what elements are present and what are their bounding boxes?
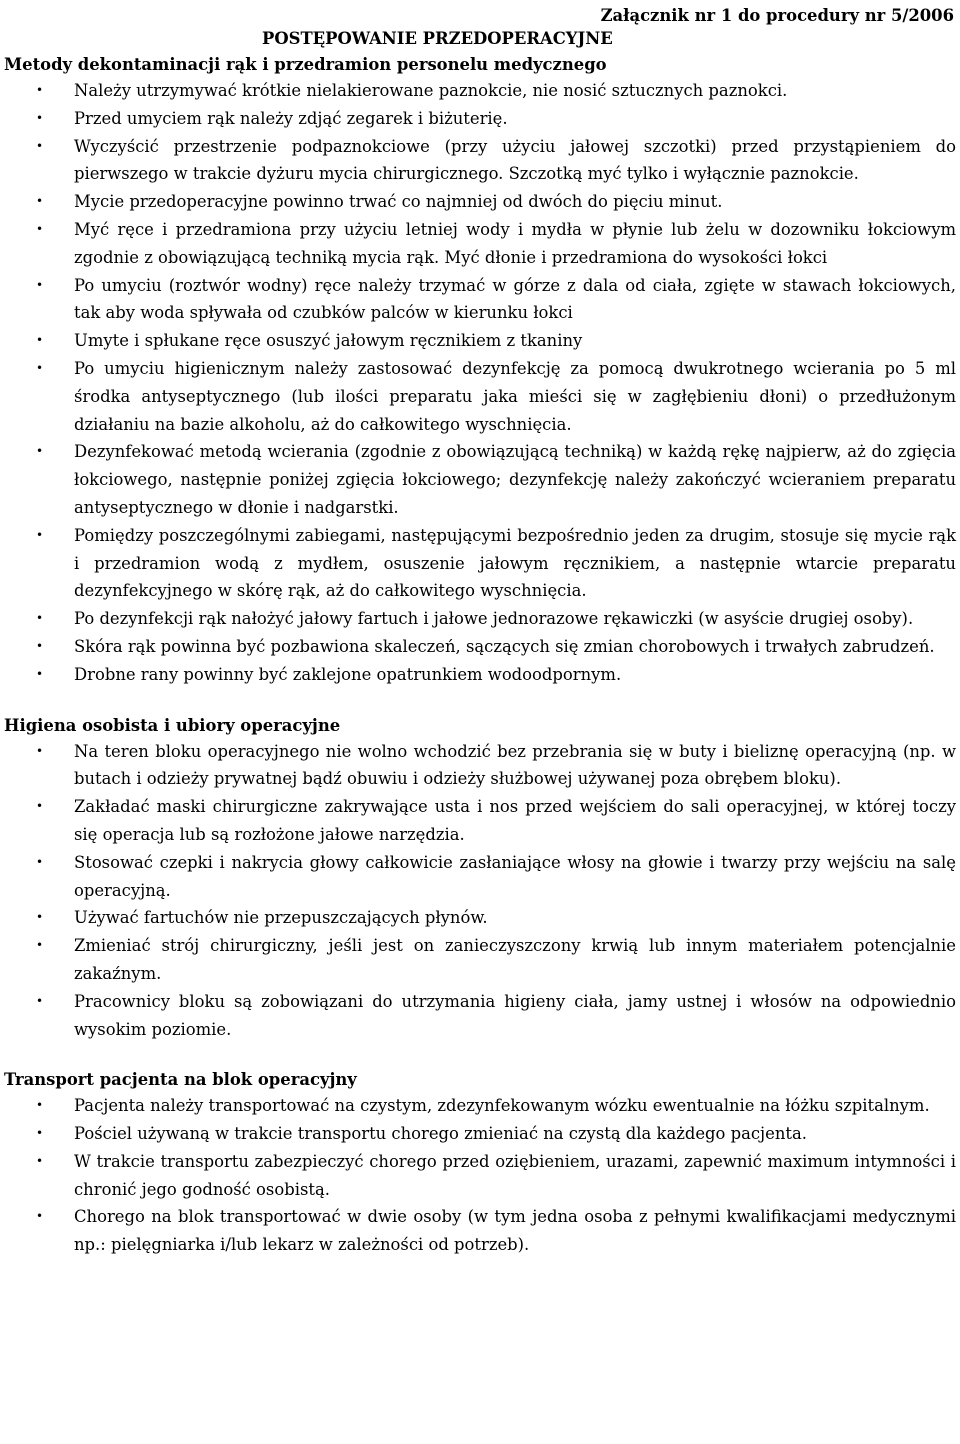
list-item xyxy=(4,133,956,189)
section-heading-hand-decontamination: Metody dekontaminacji rąk i przedramion personelu medycznego xyxy=(4,55,607,74)
list-item xyxy=(4,105,956,133)
list-item-text: Mycie przedoperacyjne powinno trwać co najmniej od dwóch do pięciu minut. xyxy=(74,192,723,212)
bullet-icon: • xyxy=(36,854,44,869)
section-list-patient-transport xyxy=(4,1092,956,1259)
bullet-icon: • xyxy=(36,83,44,97)
list-item xyxy=(4,1120,956,1148)
list-item xyxy=(4,738,956,794)
section-list-hand-decontamination xyxy=(4,77,956,689)
list-item-text: Pracownicy bloku są zobowiązani do utrzymania higieny ciała, jamy ustnej i włosów na odpowiednio wysokim poziomie. xyxy=(74,991,956,1039)
bullet-icon: • xyxy=(36,360,44,375)
bullet-icon: • xyxy=(36,993,44,1008)
bullet-icon: • xyxy=(36,138,44,153)
list-item-text: Pościel używaną w trakcie transportu chorego zmieniać na czystą dla każdego pacjenta. xyxy=(74,1124,807,1144)
section-list-personal-hygiene xyxy=(4,738,956,1044)
list-item xyxy=(4,904,956,932)
list-item xyxy=(4,661,956,689)
annex-label: Załącznik nr 1 do procedury nr 5/2006 xyxy=(600,6,954,25)
list-item xyxy=(4,1148,956,1204)
list-item xyxy=(4,522,956,605)
list-item xyxy=(4,849,956,905)
list-item xyxy=(4,1203,956,1259)
bullet-icon: • xyxy=(36,333,44,348)
list-item-text: Umyte i spłukane ręce osuszyć jałowym ręcznikiem z tkaniny xyxy=(74,331,583,351)
list-item xyxy=(4,188,956,216)
list-item-text: Zakładać maski chirurgiczne zakrywające usta i nos przed wejściem do sali operacyjnej, w której toczy się operacja lub są rozłożone jałowe narzędzia. xyxy=(74,797,956,844)
list-item xyxy=(4,793,956,849)
list-item-text: W trakcie transportu zabezpieczyć chorego przed oziębieniem, urazami, zapewnić maximum intymności i chronić jego godność osobistą. xyxy=(74,1151,956,1199)
section-heading-personal-hygiene: Higiena osobista i ubiory operacyjne xyxy=(4,715,341,735)
list-item xyxy=(4,355,956,438)
bullet-icon: • xyxy=(36,221,44,236)
list-item-text: Pacjenta należy transportować na czystym, zdezynfekowanym wózku ewentualnie na łóżku szpitalnym. xyxy=(74,1096,930,1116)
list-item-text: Na teren bloku operacyjnego nie wolno wchodzić bez przebrania się w buty i bieliznę operacyjną (np. w butach i odzieży prywatnej bądź obuwiu i odzieży służbowej używanej poza obrębem bloku). xyxy=(74,741,956,789)
list-item-text: Chorego na blok transportować w dwie osoby (w tym jedna osoba z pełnymi kwalifikacjami medycznymi np.: pielęgniarka i/lub lekarz w zależności od potrzeb). xyxy=(74,1207,956,1255)
list-item xyxy=(4,216,956,272)
list-item xyxy=(4,77,956,105)
list-item-text: Zmieniać strój chirurgiczny, jeśli jest on zanieczyszczony krwią lub innym materiałem potencjalnie zakaźnym. xyxy=(74,936,956,983)
bullet-icon: • xyxy=(36,444,44,459)
bullet-icon: • xyxy=(36,611,44,626)
list-item xyxy=(4,605,956,633)
bullet-icon: • xyxy=(36,194,44,209)
list-item-text: Przed umyciem rąk należy zdjąć zegarek i biżuterię. xyxy=(74,108,508,128)
bullet-icon: • xyxy=(36,277,44,292)
list-item-text: Używać fartuchów nie przepuszczających płynów. xyxy=(74,908,488,928)
bullet-icon: • xyxy=(36,910,44,925)
bullet-icon: • xyxy=(36,527,44,542)
bullet-icon: • xyxy=(36,938,44,953)
bullet-icon: • xyxy=(36,666,44,681)
list-item xyxy=(4,1092,956,1120)
list-item-text: Wyczyścić przestrzenie podpaznokciowe (przy użyciu jałowej szczotki) przed przystąpieniem do pierwszego w trakcie dyżuru mycia chirurgicznego. Szczotką myć tylko i wyłącznie paznokcie. xyxy=(74,136,956,184)
list-item-text: Po umyciu higienicznym należy zastosować dezynfekcję za pomocą dwukrotnego wcierania po 5 ml środka antyseptycznego (lub ilości preparatu jaka mieści się w zagłębieniu dłoni) o przedłużonym działaniu na bazie alkoholu, aż do całkowitego wyschnięcia. xyxy=(74,358,956,434)
document-title: POSTĘPOWANIE PRZEDOPERACYJNE xyxy=(262,29,613,48)
list-item-text: Pomiędzy poszczególnymi zabiegami, następującymi bezpośrednio jeden za drugim, stosuje się mycie rąk i przedramion wodą z mydłem, osuszenie jałowym ręcznikiem, a następnie wtarcie preparatu dezynfekcyjnego w skórę rąk, aż do całkowitego wyschnięcia. xyxy=(74,525,956,601)
list-item xyxy=(4,272,956,328)
bullet-icon: • xyxy=(36,799,44,814)
list-item-text: Myć ręce i przedramiona przy użyciu letniej wody i mydła w płynie lub żelu w dozowniku łokciowym zgodnie z obowiązującą techniką mycia rąk. Myć dłonie i przedramiona do wysokości łokci xyxy=(74,219,956,267)
bullet-icon: • xyxy=(36,1098,44,1113)
list-item-text: Należy utrzymywać krótkie nielakierowane paznokcie, nie nosić sztucznych paznokci. xyxy=(74,81,788,100)
bullet-icon: • xyxy=(36,1126,44,1141)
list-item-text: Dezynfekować metodą wcierania (zgodnie z obowiązującą techniką) w każdą rękę najpierw, aż do zgięcia łokciowego, następnie poniżej zgięcia łokciowego; dezynfekcję należy zakończyć wcieraniem preparatu antyseptycznego w dłonie i nadgarstki. xyxy=(74,442,956,517)
bullet-icon: • xyxy=(36,1209,44,1224)
list-item xyxy=(4,932,956,988)
list-item-text: Drobne rany powinny być zaklejone opatrunkiem wodoodpornym. xyxy=(74,664,622,684)
section-heading-patient-transport: Transport pacjenta na blok operacyjny xyxy=(4,1070,357,1090)
list-item xyxy=(4,633,956,661)
bullet-icon: • xyxy=(36,1153,44,1168)
list-item-text: Skóra rąk powinna być pozbawiona skaleczeń, sączących się zmian chorobowych i trwałych zabrudzeń. xyxy=(74,636,935,656)
list-item-text: Po dezynfekcji rąk nałożyć jałowy fartuch i jałowe jednorazowe rękawiczki (w asyście drugiej osoby). xyxy=(74,609,914,629)
bullet-icon: • xyxy=(36,638,44,653)
bullet-icon: • xyxy=(36,743,44,758)
list-item xyxy=(4,438,956,521)
bullet-icon: • xyxy=(36,110,44,125)
list-item-text: Po umyciu (roztwór wodny) ręce należy trzymać w górze z dala od ciała, zgięte w stawach łokciowych, tak aby woda spływała od czubków palców w kierunku łokci xyxy=(74,275,956,323)
list-item xyxy=(4,327,956,355)
list-item-text: Stosować czepki i nakrycia głowy całkowicie zasłaniające włosy na głowie i twarzy przy wejściu na salę operacyjną. xyxy=(74,852,956,900)
list-item xyxy=(4,988,956,1044)
